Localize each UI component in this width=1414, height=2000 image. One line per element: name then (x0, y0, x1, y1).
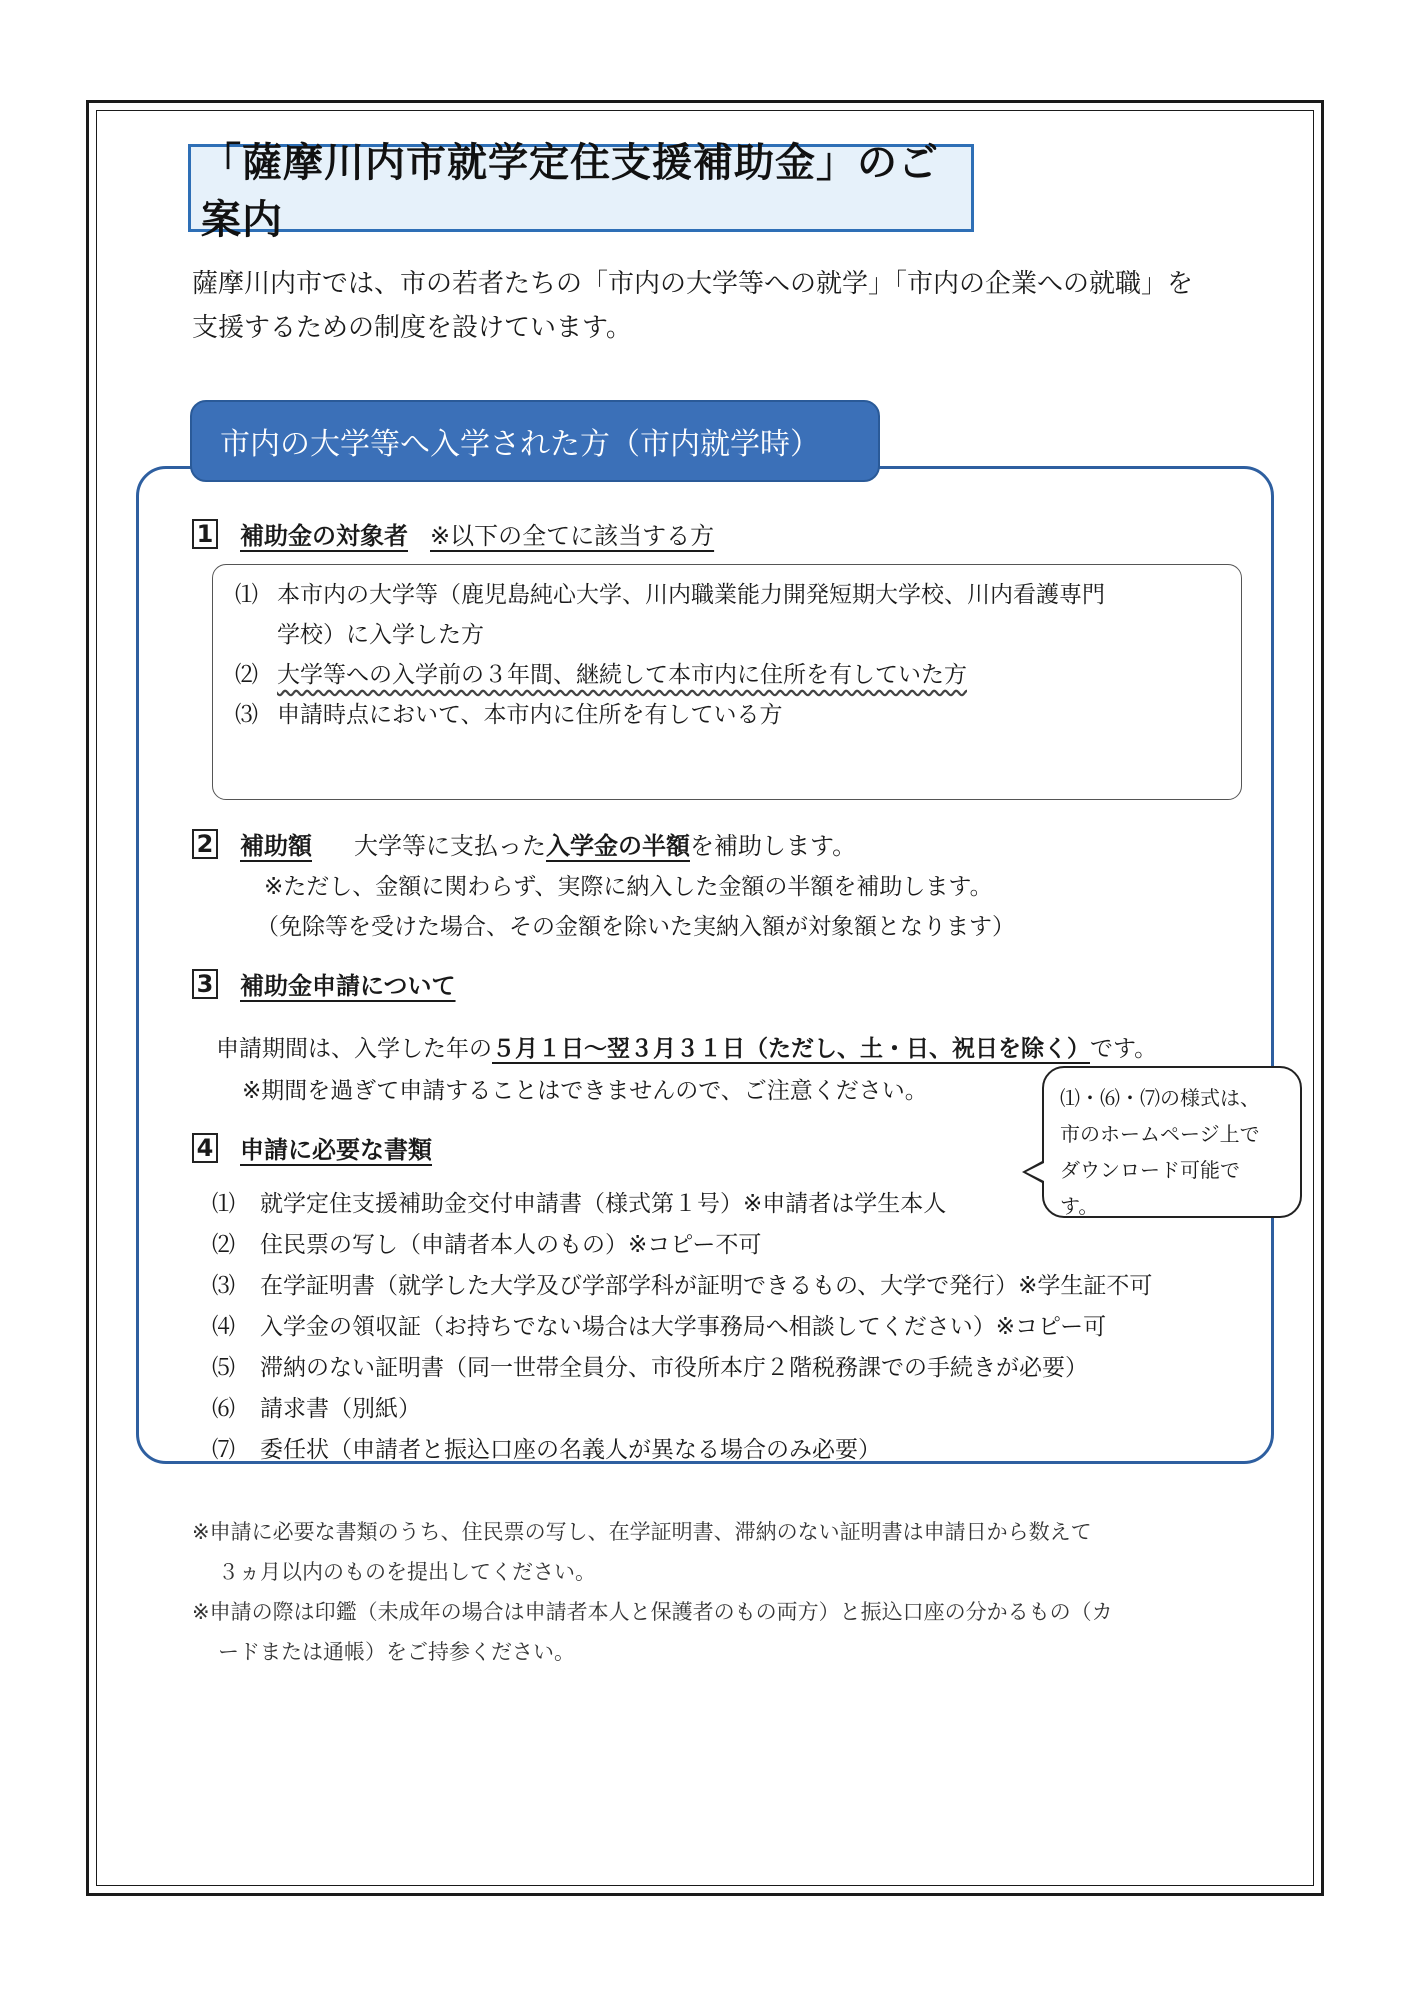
application-period: 申請期間は、入学した年の５月１日～翌３月３１日（ただし、土・日、祝日を除く）です。 (216, 1036, 1158, 1062)
item-number: ⑵ (235, 662, 258, 688)
list-item (235, 655, 1219, 695)
callout-line: す。 (1060, 1194, 1099, 1218)
note-continuation: ードまたは通帳）をご持参ください。 (218, 1640, 575, 1664)
section-number: 3 (192, 969, 218, 999)
section-note: ※以下の全てに該当する方 (430, 522, 715, 550)
section-tab (190, 400, 880, 482)
section-number: 4 (192, 1133, 218, 1163)
subsidy-note: ※ただし、金額に関わらず、実際に納入した金額の半額を補助します。 (264, 874, 993, 900)
required-documents-list (212, 1184, 1152, 1471)
list-item: ⑹ 請求書（別紙） (212, 1396, 421, 1422)
intro-line: 薩摩川内市では、市の若者たちの「市内の大学等への就学」「市内の企業への就職」を (192, 269, 1194, 299)
footer-notes (192, 1512, 1252, 1672)
intro-line: 支援するための制度を設けています。 (192, 313, 632, 343)
callout-tail-fill (1026, 1163, 1044, 1181)
subsidy-note: （免除等を受けた場合、その金額を除いた実納入額が対象額となります） (256, 914, 1015, 940)
list-item-continuation (235, 615, 1219, 655)
section-4-heading (192, 1130, 460, 1165)
section-2-heading (192, 826, 856, 861)
section-title: 補助金の対象者 (240, 522, 408, 550)
list-item: ⑺ 委任状（申請者と振込口座の名義人が異なる場合のみ必要） (212, 1437, 881, 1463)
list-item (235, 695, 1219, 735)
list-item: ⑷ 入学金の領収証（お持ちでない場合は大学事務局へ相談してください）※コピー可 (212, 1314, 1107, 1340)
page-title: 「薩摩川内市就学定住支援補助金」のご案内 (201, 140, 939, 243)
item-text: 申請時点において、本市内に住所を有している方 (277, 702, 783, 728)
list-item: ⑴ 就学定住支援補助金交付申請書（様式第１号）※申請者は学生本人 (212, 1191, 947, 1217)
section-tab-label: 市内の大学等へ入学された方（市内就学時） (220, 427, 820, 462)
section-number: 1 (192, 519, 218, 549)
item-number: ⑴ (235, 582, 258, 608)
item-text: 本市内の大学等（鹿児島純心大学、川内職業能力開発短期大学校、川内看護専門 (277, 582, 1105, 608)
callout-line: ダウンロード可能で (1060, 1158, 1240, 1182)
section-1-heading (192, 516, 714, 551)
item-text: 大学等への入学前の３年間、継続して本市内に住所を有していた方 (277, 662, 967, 688)
list-item (235, 575, 1219, 615)
criteria-box (212, 564, 1242, 800)
list-item: ⑵ 住民票の写し（申請者本人のもの）※コピー不可 (212, 1232, 762, 1258)
list-item: ⑸ 滞納のない証明書（同一世帯全員分、市役所本庁２階税務課での手続きが必要） (212, 1355, 1088, 1381)
note: ※申請の際は印鑑（未成年の場合は申請者本人と保護者のもの両方）と振込口座の分かるもの（カ (192, 1600, 1113, 1624)
section-number: 2 (192, 829, 218, 859)
callout-line: 市のホームページ上で (1060, 1122, 1260, 1146)
item-number: ⑶ (235, 702, 258, 728)
half-amount-emphasis: 入学金の半額 (546, 832, 690, 860)
download-callout (1042, 1066, 1302, 1218)
intro-paragraph (192, 262, 1252, 350)
section-3-heading (192, 966, 466, 1001)
period-note: ※期間を過ぎて申請することはできませんので、ご注意ください。 (242, 1078, 928, 1104)
subsidy-line: 大学等に支払った入学金の半額を補助します。 (354, 832, 857, 860)
note-continuation: ３ヵ月以内のものを提出してください。 (218, 1560, 596, 1584)
note: ※申請に必要な書類のうち、住民票の写し、在学証明書、滞納のない証明書は申請日から数えて (192, 1520, 1092, 1544)
callout-line: ⑴・⑹・⑺の様式は、 (1060, 1086, 1260, 1110)
section-title: 申請に必要な書類 (240, 1136, 432, 1164)
section-title: 補助金申請について (240, 972, 456, 1000)
list-item: ⑶ 在学証明書（就学した大学及び学部学科が証明できるもの、大学で発行）※学生証不可 (212, 1273, 1153, 1299)
title-box (188, 140, 974, 243)
period-emphasis: ５月１日～翌３月３１日（ただし、土・日、祝日を除く） (492, 1036, 1090, 1062)
section-title: 補助額 (240, 832, 312, 860)
item-text: 学校）に入学した方 (277, 622, 484, 648)
